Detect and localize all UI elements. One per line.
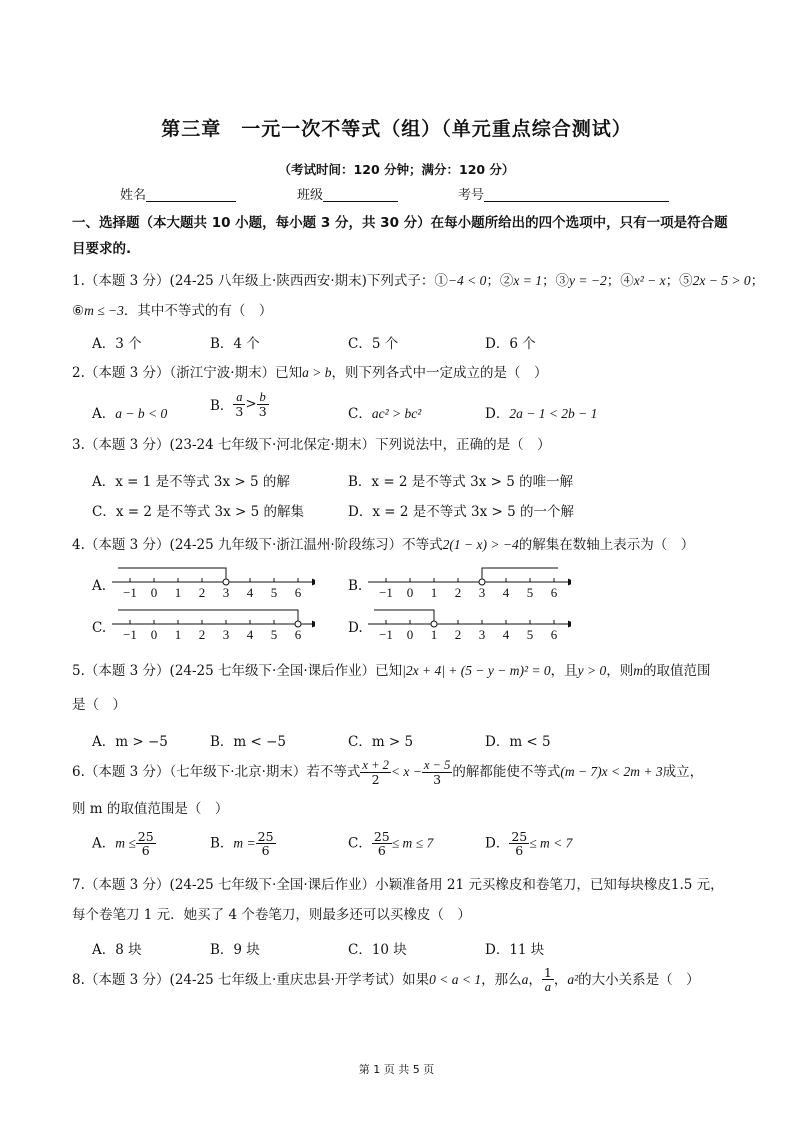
q3-option-d[interactable]: D．x = 2 是不等式 3x > 5 的一个解 [348,504,574,520]
q6-option-a[interactable]: A．m ≤ $\frac{25}{6}$ [92,829,154,858]
q2-option-a[interactable]: A．a − b < 0 [92,406,168,422]
tick-label: −1 [123,585,137,600]
tick-label: 6 [550,585,558,600]
q7-option-d[interactable]: D．11 块 [485,942,545,958]
q4-number-line-b[interactable] [366,562,571,602]
axis-arrow-icon [312,621,315,628]
q7-option-c[interactable]: C．10 块 [348,942,407,958]
q5-option-d[interactable]: D．m < 5 [485,734,551,750]
q6-option-b[interactable]: B．m = $\frac{25}{6}$ [210,829,274,858]
number-label: 考号 [458,188,485,203]
q4-option-d-label[interactable]: D. [348,620,363,636]
name-field [120,184,236,203]
q1-option-d[interactable]: D．6 个 [485,336,536,352]
q3-option-c[interactable]: C．x = 2 是不等式 3x > 5 的解集 [92,504,304,520]
class-label: 班级 [297,188,324,203]
tick-label: 4 [502,585,510,600]
page-title: 第三章 一元一次不等式（组）（单元重点综合测试） [161,118,632,140]
open-point [223,579,229,585]
tick-label: 2 [198,627,206,642]
number-blank [484,187,669,202]
axis-arrow-icon [312,579,315,586]
tick-label: 2 [198,585,206,600]
q1-option-a[interactable]: A．3 个 [92,336,142,352]
question-7-stem: 7.（本题 3 分）(24-25 七年级下·全国·课后作业）小颖准备用 21 元买橡皮和卷笔刀，已知每块橡皮1.5 元， [72,877,724,893]
tick-label: 4 [502,627,510,642]
tick-label: −1 [123,627,137,642]
class-blank [323,187,398,202]
q5-option-a[interactable]: A．m > −5 [92,734,168,750]
q6-option-c[interactable]: C． $\frac{25}{6}$ ≤ m ≤ 7 [348,829,434,858]
solution-range [118,568,226,579]
tick-label: 3 [478,627,486,642]
tick-label: 2 [454,627,462,642]
axis-arrow-icon [568,621,571,628]
tick-label: 6 [294,627,302,642]
tick-label: −1 [379,627,393,642]
question-8-stem: 8.（本题 3 分）(24-25 七年级上·重庆忠县·开学考试）如果0 < a < 1，那么a， $\frac{1}{a}$ ，a²的大小关系是（ ） [72,965,700,994]
axis-arrow-icon [568,579,571,586]
tick-label: 0 [150,627,158,642]
solution-range [482,568,558,579]
question-4-stem: 4.（本题 3 分）(24-25 九年级下·浙江温州·阶段练习）不等式2(1 − x) > −4的解集在数轴上表示为（ ） [72,537,695,553]
question-3-stem: 3.（本题 3 分）(23-24 七年级下·河北保定·期末）下列说法中，正确的是（ ） [72,437,551,453]
tick-label: 5 [270,585,278,600]
question-1-stem-cont: ⑥m ≤ −3．其中不等式的有（ ） [72,303,273,319]
open-point [479,579,485,585]
number-field [458,184,669,203]
question-2-stem: 2.（本题 3 分）（浙江宁波·期末）已知a > b，则下列各式中一定成立的是（ ） [72,365,548,381]
question-5-stem-cont: 是（ ） [72,697,126,713]
tick-label: 0 [406,585,414,600]
tick-label: −1 [379,585,393,600]
q4-option-c-label[interactable]: C. [92,620,107,636]
tick-label: 5 [526,585,534,600]
q4-number-line-a[interactable] [110,562,315,602]
page-footer: 第 1 页 共 5 页 [358,1063,435,1076]
tick-label: 1 [174,627,182,642]
tick-label: 3 [478,585,486,600]
solution-range [374,610,434,621]
section-heading: 一、选择题（本大题共 10 小题，每小题 3 分，共 30 分）在每小题所给出的四个选项中，只有一项是符合题目要求的. [72,215,728,257]
tick-label: 0 [406,627,414,642]
tick-label: 5 [270,627,278,642]
question-6-stem: 6.（本题 3 分）（七年级下·北京·期末）若不等式 $\frac{x + 2}{2}$ < x − $\frac{x - 5}{3}$ 的解都能使不等式(m − 7)x < 2m + 3成立， [72,758,704,787]
q1-option-c[interactable]: C．5 个 [348,336,399,352]
tick-label: 1 [430,627,438,642]
class-field [297,184,398,203]
question-6-stem-cont: 则 m 的取值范围是（ ） [72,801,229,817]
q5-option-b[interactable]: B．m < −5 [210,734,287,750]
tick-label: 5 [526,627,534,642]
q2-option-c[interactable]: C．ac² > bc² [348,406,422,422]
tick-label: 2 [454,585,462,600]
tick-label: 6 [550,627,558,642]
q7-option-b[interactable]: B．9 块 [210,942,260,958]
tick-label: 3 [222,627,230,642]
q5-option-c[interactable]: C．m > 5 [348,734,414,750]
tick-label: 1 [430,585,438,600]
q3-option-a[interactable]: A．x = 1 是不等式 3x > 5 的解 [92,474,290,490]
open-point [431,621,437,627]
q7-option-a[interactable]: A．8 块 [92,942,142,958]
solution-range [118,610,298,621]
tick-label: 4 [246,627,254,642]
tick-label: 0 [150,585,158,600]
exam-info: （考试时间：120 分钟；满分：120 分） [278,162,515,177]
q2-option-d[interactable]: D．2a − 1 < 2b − 1 [485,406,598,422]
name-blank [146,187,236,202]
name-label: 姓名 [120,188,147,203]
q4-option-a-label[interactable]: A. [92,578,107,594]
question-5-stem: 5.（本题 3 分）(24-25 七年级下·全国·课后作业）已知|2x + 4| + (5 − y − m)² = 0，且y > 0，则m的取值范围 [72,663,711,679]
q4-option-b-label[interactable]: B. [348,578,363,594]
question-1-stem: 1.（本题 3 分）(24-25 八年级上·陕西西安·期末)下列式子：①−4 < 0；②x = 1；③y = −2；④x² − x；⑤2x − 5 > 0； [72,273,765,289]
q6-option-d[interactable]: D． $\frac{25}{6}$ ≤ m < 7 [485,829,573,858]
q4-number-line-d[interactable] [366,604,571,644]
tick-label: 3 [222,585,230,600]
tick-label: 6 [294,585,302,600]
tick-label: 1 [174,585,182,600]
q4-number-line-c[interactable] [110,604,315,644]
tick-label: 4 [246,585,254,600]
open-point [295,621,301,627]
question-7-stem-cont: 每个卷笔刀 1 元．她买了 4 个卷笔刀，则最多还可以买橡皮（ ） [72,907,471,923]
q1-option-b[interactable]: B．4 个 [210,336,260,352]
q3-option-b[interactable]: B．x = 2 是不等式 3x > 5 的唯一解 [348,474,574,490]
q2-option-b[interactable]: B． $\frac{a}{3}$ > $\frac{b}{3}$ [210,390,267,419]
